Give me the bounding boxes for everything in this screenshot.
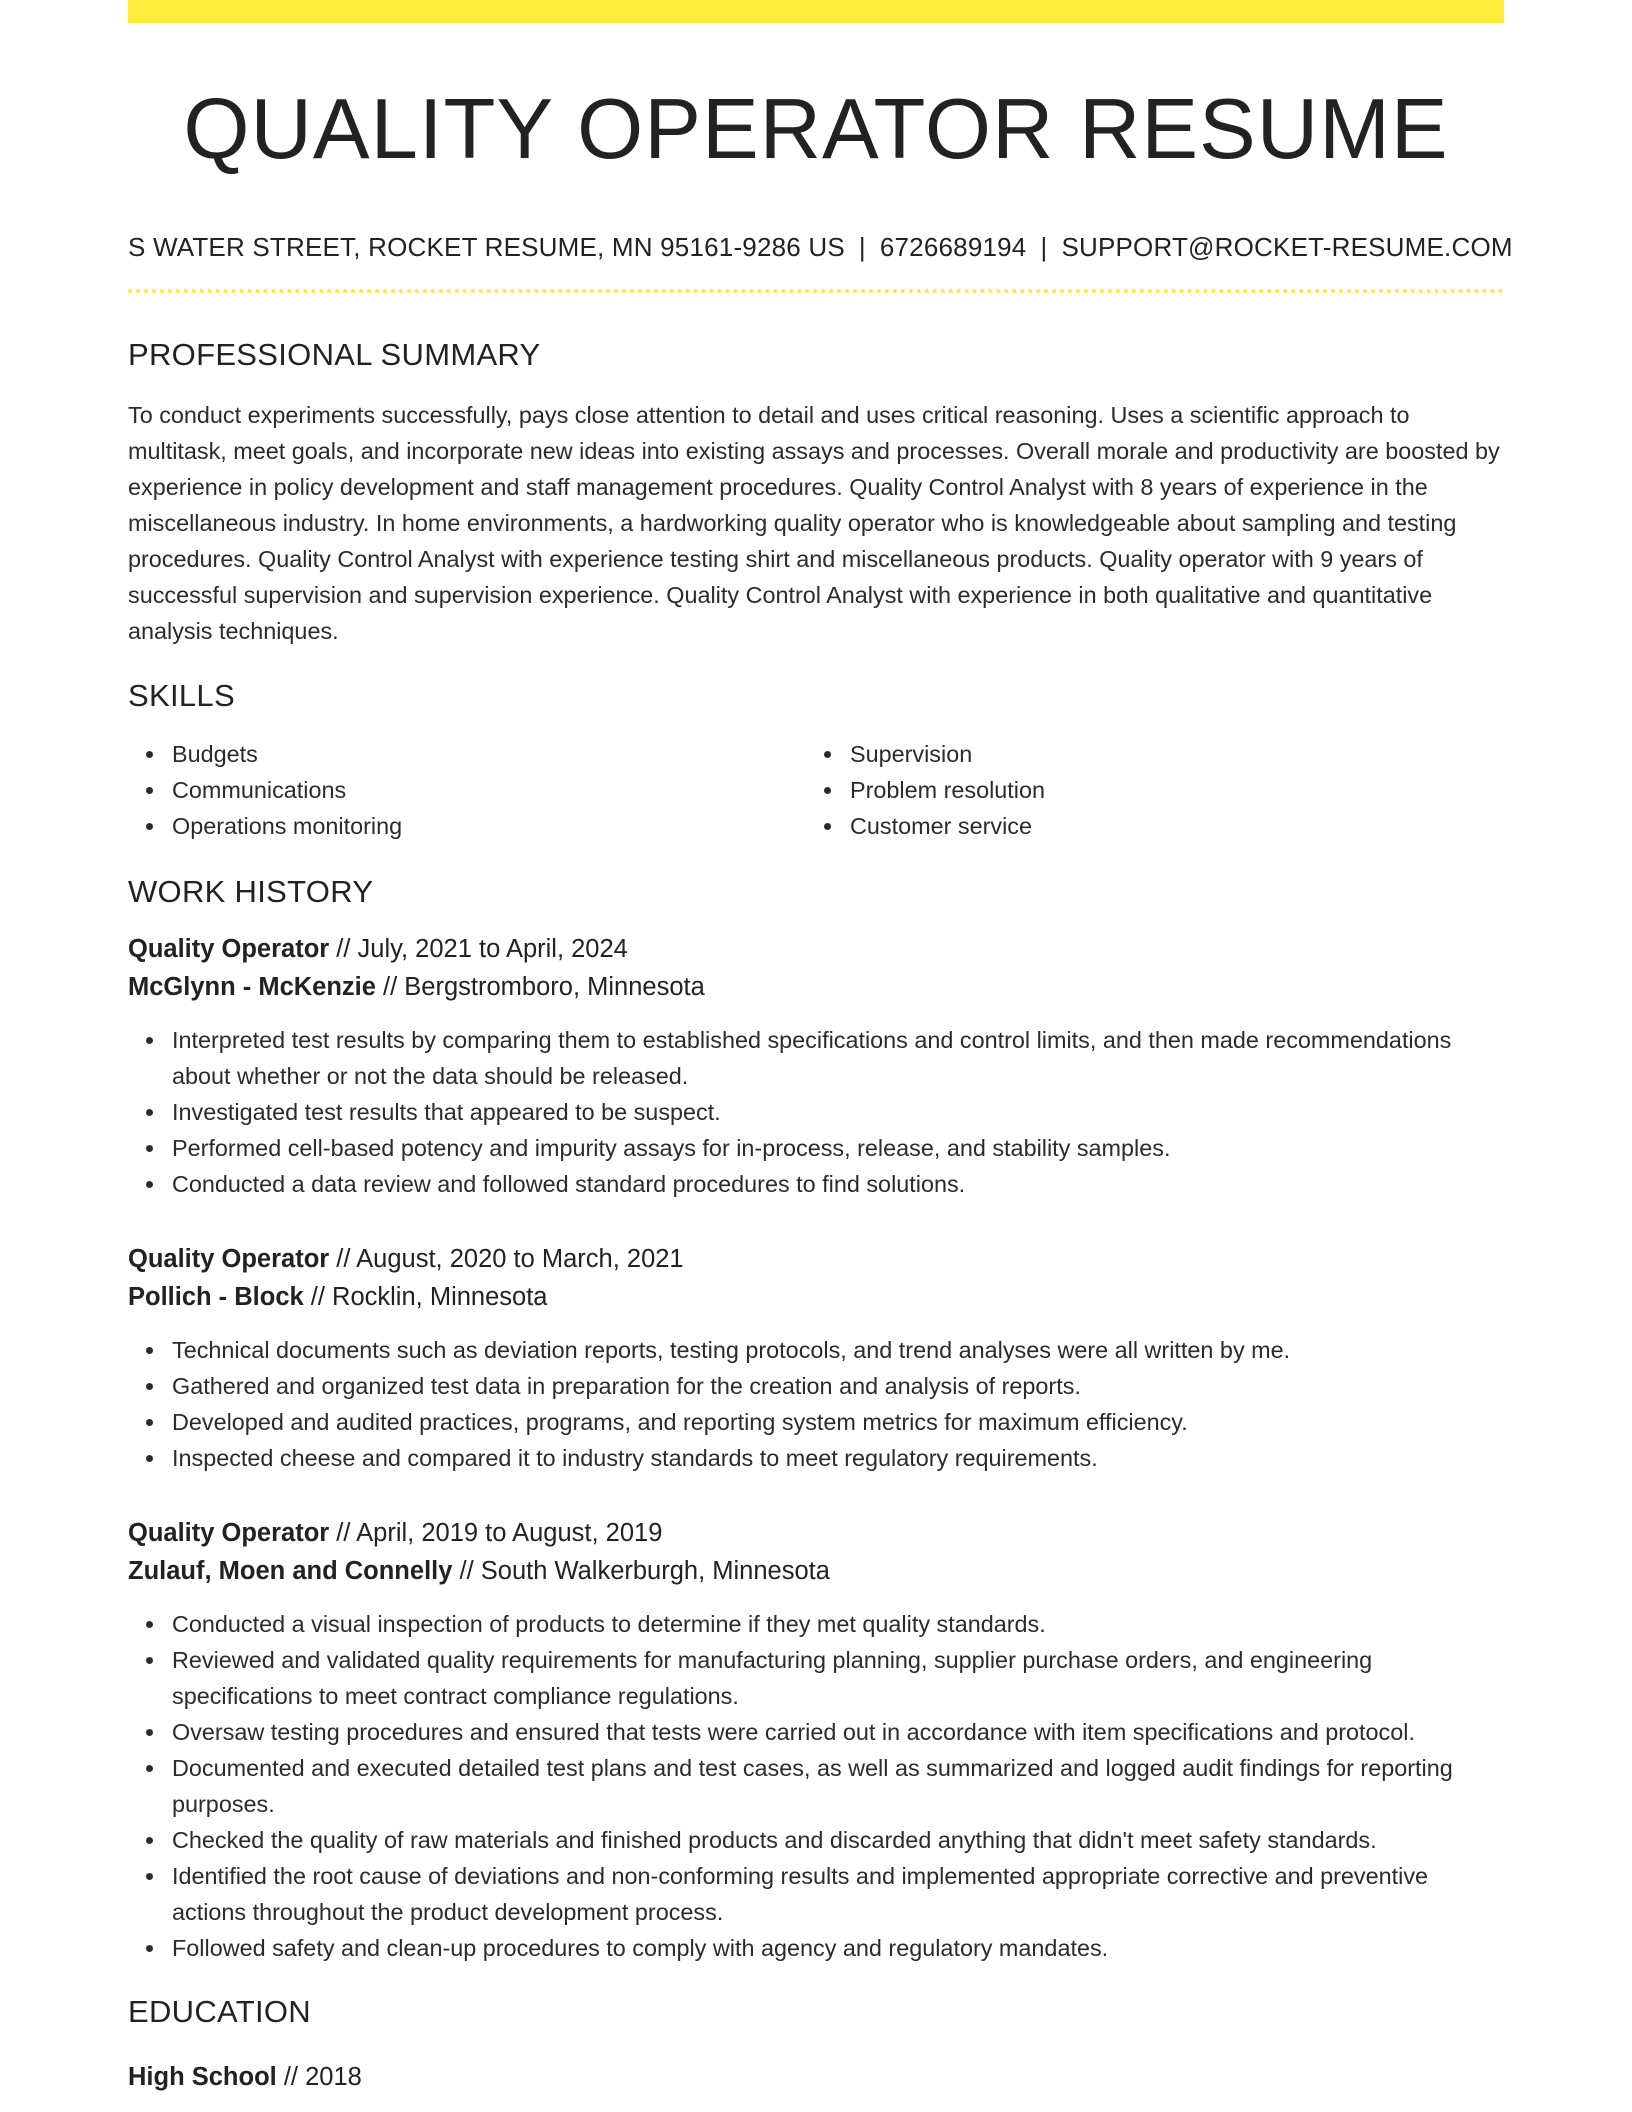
job-bullet: Developed and audited practices, programs, and reporting system metrics for maximum efficiency.: [172, 1404, 1504, 1440]
summary-text: To conduct experiments successfully, pays close attention to detail and uses critical reasoning. Uses a scientific approach to multitask, meet goals, and incorporate new ideas into existing assays and processes. Overall morale and productivity are boosted by experience in policy development and staff management procedures. Quality Control Analyst with 8 years of experience in the miscellaneous industry. In home environments, a hardworking quality operator who is knowledgeable about sampling and testing procedures. Quality Control Analyst with experience testing shirt and miscellaneous products. Quality operator with 9 years of successful supervision and supervision experience. Quality Control Analyst with experience in both qualitative and quantitative analysis techniques.: [128, 402, 1500, 644]
education-heading: EDUCATION: [128, 1994, 311, 2029]
job-title-line: [128, 930, 1504, 968]
job-entry: [128, 930, 1504, 1202]
job-company-line: [128, 1278, 1504, 1316]
skills-column-left: [128, 736, 806, 844]
skill-item: Problem resolution: [850, 772, 1484, 808]
job-title: Quality Operator: [128, 1245, 330, 1273]
skills-column-right: [806, 736, 1484, 844]
contact-phone: 6726689194: [879, 232, 1027, 262]
job-bullet: Conducted a data review and followed standard procedures to find solutions.: [172, 1166, 1504, 1202]
education-year: // 2018: [276, 2063, 362, 2091]
contact-separator: |: [1040, 232, 1048, 262]
skill-item: Budgets: [172, 736, 806, 772]
job-entry: [128, 1240, 1504, 1476]
job-bullet: Oversaw testing procedures and ensured that tests were carried out in accordance with item specifications and protocol.: [172, 1714, 1504, 1750]
skill-item: Operations monitoring: [172, 808, 806, 844]
job-title: Quality Operator: [128, 935, 330, 963]
job-bullet: Interpreted test results by comparing them to established specifications and control limits, and then made recommendations about whether or not the data should be released.: [172, 1022, 1504, 1094]
education-entry: [128, 2058, 1504, 2096]
job-bullets: [128, 1606, 1504, 1966]
job-company: McGlynn - McKenzie: [128, 973, 376, 1001]
job-title-line: [128, 1240, 1504, 1278]
job-bullet: Inspected cheese and compared it to industry standards to meet regulatory requirements.: [172, 1440, 1504, 1476]
job-bullet: Documented and executed detailed test plans and test cases, as well as summarized and logged audit findings for reporting purposes.: [172, 1750, 1504, 1822]
job-title-line: [128, 1514, 1504, 1552]
contact-separator: |: [858, 232, 866, 262]
job-bullet: Conducted a visual inspection of products to determine if they met quality standards.: [172, 1606, 1504, 1642]
contact-line: [128, 232, 1513, 262]
job-location: // South Walkerburgh, Minnesota: [452, 1557, 830, 1585]
job-bullet: Reviewed and validated quality requirements for manufacturing planning, supplier purchase orders, and engineering specifications to meet contract compliance regulations.: [172, 1642, 1504, 1714]
resume-page: [128, 0, 1513, 2096]
resume-title: QUALITY OPERATOR RESUME: [183, 82, 1449, 177]
job-bullet: Investigated test results that appeared to be suspect.: [172, 1094, 1504, 1130]
job-bullet: Performed cell-based potency and impurity assays for in-process, release, and stability samples.: [172, 1130, 1504, 1166]
job-bullet: Gathered and organized test data in preparation for the creation and analysis of reports.: [172, 1368, 1504, 1404]
job-bullet: Identified the root cause of deviations and non-conforming results and implemented appropriate corrective and preventive actions throughout the product development process.: [172, 1858, 1504, 1930]
job-bullets: [128, 1332, 1504, 1476]
job-bullets: [128, 1022, 1504, 1202]
skill-item: Customer service: [850, 808, 1484, 844]
education-school: High School: [128, 2063, 277, 2091]
job-bullet: Followed safety and clean-up procedures to comply with agency and regulatory mandates.: [172, 1930, 1504, 1966]
dotted-divider: [128, 289, 1504, 293]
skill-item: Communications: [172, 772, 806, 808]
job-entry: [128, 1514, 1504, 1966]
work-history-heading: WORK HISTORY: [128, 874, 374, 909]
job-company-line: [128, 1552, 1504, 1590]
skill-item: Supervision: [850, 736, 1484, 772]
skills-heading: SKILLS: [128, 678, 235, 713]
job-bullet: Checked the quality of raw materials and finished products and discarded anything that didn't meet safety standards.: [172, 1822, 1504, 1858]
job-title: Quality Operator: [128, 1519, 330, 1547]
job-dates: // July, 2021 to April, 2024: [329, 935, 628, 963]
job-company-line: [128, 968, 1504, 1006]
job-dates: // August, 2020 to March, 2021: [329, 1245, 684, 1273]
accent-top-bar: [128, 0, 1504, 23]
job-location: // Rocklin, Minnesota: [303, 1283, 548, 1311]
skills-list: [128, 736, 1504, 844]
job-company: Pollich - Block: [128, 1283, 304, 1311]
contact-address: S WATER STREET, ROCKET RESUME, MN 95161-9286 US: [128, 232, 845, 262]
job-location: // Bergstromboro, Minnesota: [375, 973, 705, 1001]
job-dates: // April, 2019 to August, 2019: [329, 1519, 663, 1547]
contact-email: SUPPORT@ROCKET-RESUME.COM: [1061, 232, 1513, 262]
summary-heading: PROFESSIONAL SUMMARY: [128, 337, 541, 372]
job-bullet: Technical documents such as deviation reports, testing protocols, and trend analyses were all written by me.: [172, 1332, 1504, 1368]
job-company: Zulauf, Moen and Connelly: [128, 1557, 453, 1585]
